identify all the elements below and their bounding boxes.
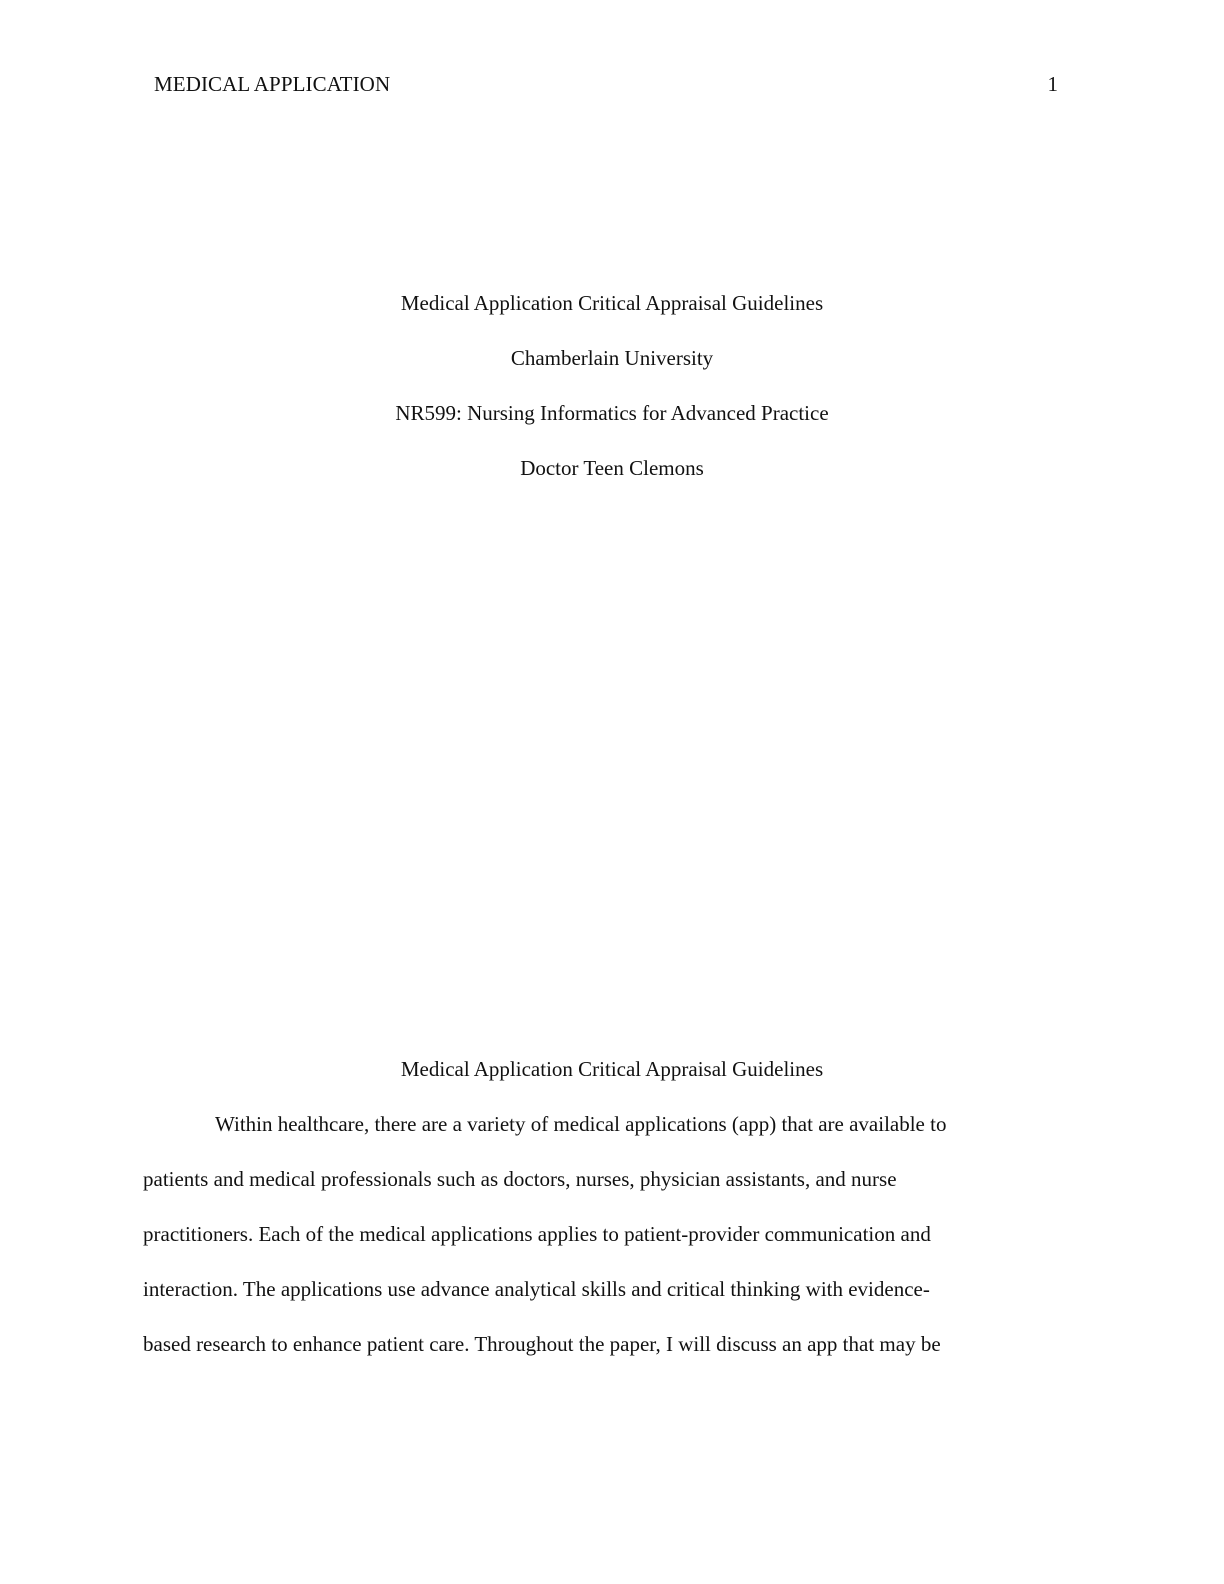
title-block [0,289,1224,509]
body-paragraph [143,1110,1063,1385]
paragraph-line: practitioners. Each of the medical applications applies to patient-provider communication and [143,1222,931,1246]
course-name: NR599: Nursing Informatics for Advanced Practice [395,401,829,425]
instructor-name: Doctor Teen Clemons [520,456,704,480]
paragraph-line: based research to enhance patient care. Throughout the paper, I will discuss an app that may be [143,1332,941,1356]
paragraph-line: patients and medical professionals such as doctors, nurses, physician assistants, and nurse [143,1167,897,1191]
paragraph-line: interaction. The applications use advance analytical skills and critical thinking with evidence- [143,1277,930,1301]
body-title: Medical Application Critical Appraisal Guidelines [400,1057,824,1081]
running-head: MEDICAL APPLICATION [154,72,391,96]
paper-title: Medical Application Critical Appraisal Guidelines [400,291,824,315]
paragraph-line: Within healthcare, there are a variety of medical applications (app) that are available to [215,1112,947,1136]
page-number: 1 [1047,72,1058,96]
institution: Chamberlain University [510,346,714,370]
